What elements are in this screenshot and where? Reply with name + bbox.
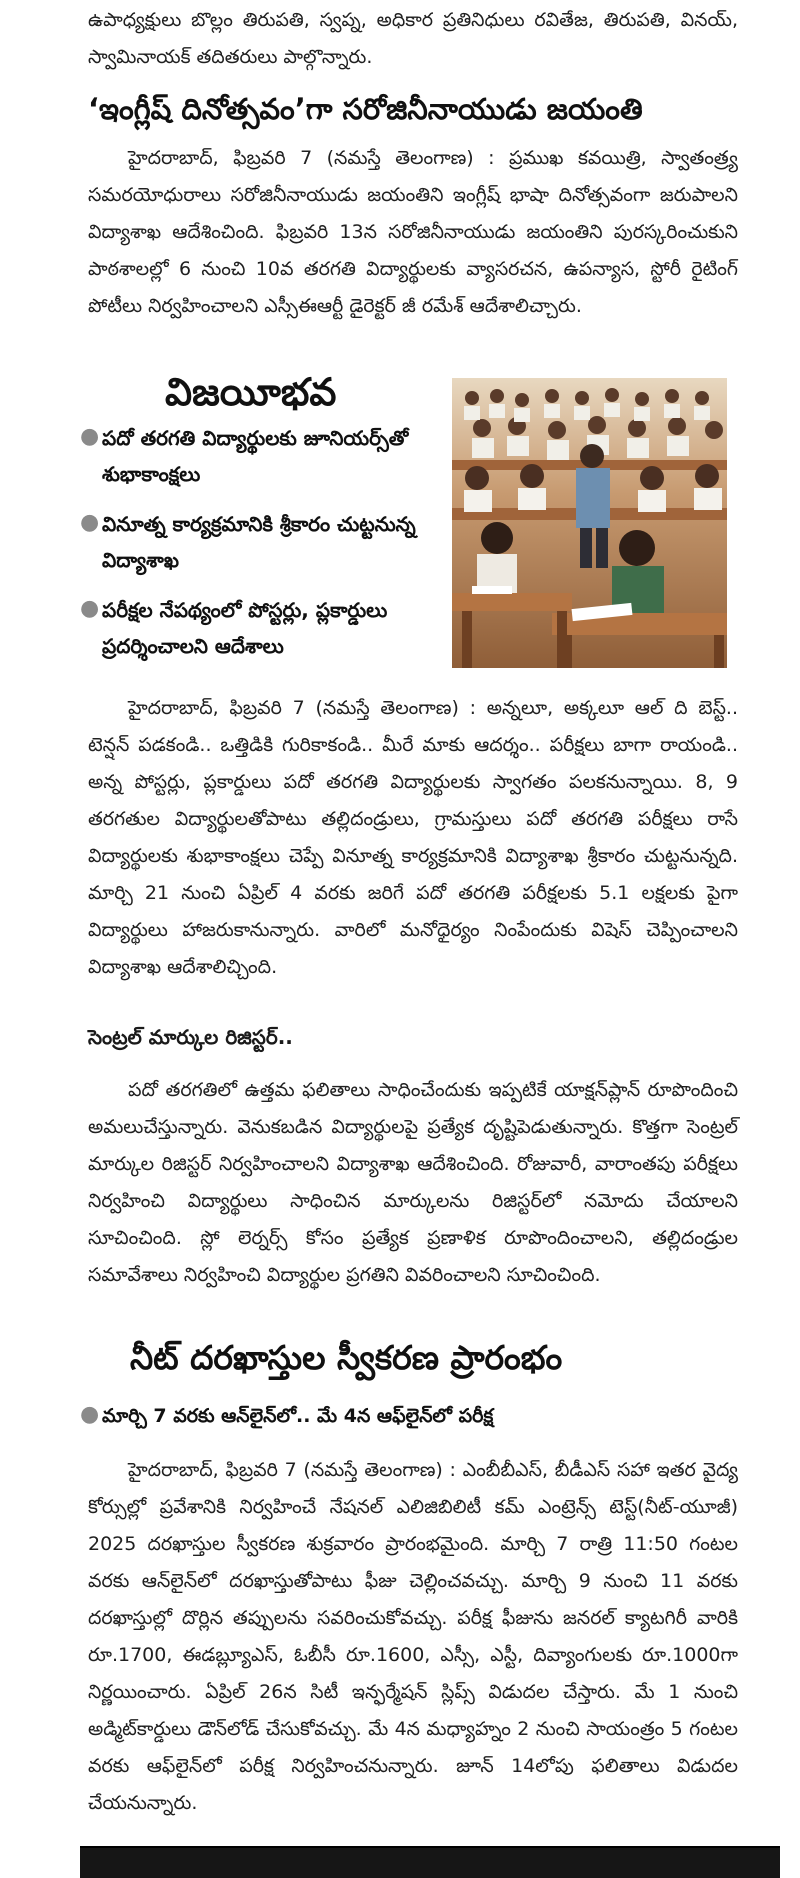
list-item <box>80 592 460 664</box>
list-item <box>80 420 460 492</box>
bullet-text: వినూత్న కార్యక్రమానికి శ్రీకారం చుట్టనున్న విద్యాశాఖ <box>102 512 416 572</box>
english-day-headline: ‘ఇంగ్లీష్ దినోత్సవం’గా సరోజినీనాయుడు జయంతి <box>88 92 643 126</box>
vijayibhava-headline: విజయీభవ <box>165 370 337 414</box>
neet-headline: నీట్ దరఖాస్తుల స్వీకరణ ప్రారంభం <box>130 1338 563 1377</box>
english-day-body: హైదరాబాద్, ఫిబ్రవరి 7 (నమస్తే తెలంగాణ) : ప్రముఖ కవయిత్రి, స్వాతంత్ర్య సమరయోధురాలు సరోజినీనాయుడు జయంతిని ఇంగ్లీష్ భాషా దినోత్సవంగా జరుపాలని విద్యాశాఖ ఆదేశించింది. ఫిబ్రవరి 13న సరోజినీనాయుడు జయంతిని పురస్కరించుకుని పాఠశాలల్లో 6 నుంచి 10వ తరగతి విద్యార్థులకు వ్యాసరచన, ఉపన్యాస, స్టోరీ రైటింగ్ పోటీలు నిర్వహించాలని ఎస్సీఈఆర్టీ డైరెక్టర్ జీ రమేశ్ ఆదేశాలిచ్చారు. <box>88 147 738 317</box>
top-paragraph: ఉపాధ్యక్షులు బొల్లం తిరుపతి, స్వప్న, అధికార ప్రతినిధులు రవితేజ, తిరుపతి, వినయ్, స్వామినాయక్ తదితరులు పాల్గొన్నారు. <box>88 9 738 68</box>
bullet-dot-icon: ● <box>80 1402 100 1427</box>
list-item <box>80 506 460 578</box>
central-register-body: పదో తరగతిలో ఉత్తమ ఫలితాలు సాధించేందుకు ఇప్పటికే యాక్షన్‌ప్లాన్ రూపొందించి అమలుచేస్తున్నారు. వెనుకబడిన విద్యార్థులపై ప్రత్యేక దృష్టిపెడుతున్నారు. కొత్తగా సెంట్రల్ మార్కుల రిజిస్టర్ నిర్వహించాలని విద్యాశాఖ ఆదేశించింది. రోజువారీ, వారాంతపు పరీక్షలు నిర్వహించి విద్యార్థులు సాధించిన మార్కులను రిజిస్టర్‌లో నమోదు చేయాలని సూచించింది. స్లో లెర్నర్స్ కోసం ప్రత్యేక ప్రణాళిక రూపొందించాలని, తల్లిదండ్రుల సమావేశాలు నిర్వహించి విద్యార్థుల ప్రగతిని వివరించాలని సూచించింది. <box>88 1079 738 1286</box>
bullet-dot-icon: ● <box>80 510 100 535</box>
central-register-subhead: సెంట్రల్ మార్కుల రిజిస్టర్.. <box>88 1025 293 1049</box>
neet-body: హైదరాబాద్, ఫిబ్రవరి 7 (నమస్తే తెలంగాణ) : ఎంబీబీఎస్, బీడీఎస్ సహా ఇతర వైద్య కోర్సుల్లో ప్రవేశానికి నిర్వహించే నేషనల్ ఎలిజిబిలిటీ కమ్ ఎంట్రెన్స్ టెస్ట్(నీట్-యూజీ) 2025 దరఖాస్తుల స్వీకరణ శుక్రవారం ప్రారంభమైంది. మార్చి 7 రాత్రి 11:50 గంటల వరకు ఆన్‌లైన్‌లో దరఖాస్తుతోపాటు ఫీజు చెల్లించవచ్చు. మార్చి 9 నుంచి 11 వరకు దరఖాస్తుల్లో దొర్లిన తప్పులను సవరించుకోవచ్చు. పరీక్ష ఫీజును జనరల్ క్యాటగిరీ వారికి రూ.1700, ఈడబ్ల్యూఎస్, ఓబీసీ రూ.1600, ఎస్సీ, ఎస్టీ, దివ్యాంగులకు రూ.1000గా నిర్ణయించారు. ఏప్రిల్ 26న సిటీ ఇన్ఫర్మేషన్ స్లిప్స్ విడుదల చేస్తారు. మే 1 నుంచి అడ్మిట్‌కార్డులు డౌన్‌లోడ్ చేసుకోవచ్చు. మే 4న మధ్యాహ్నం 2 నుంచి సాయంత్రం 5 గంటల వరకు ఆఫ్‌లైన్‌లో పరీక్ష నిర్వహించనున్నారు. జూన్ 14లోపు ఫలితాలు విడుదల చేయనున్నారు. <box>88 1459 738 1814</box>
bullet-dot-icon: ● <box>80 596 100 621</box>
vijayibhava-bullet-list <box>80 420 460 678</box>
bullet-dot-icon: ● <box>80 424 100 449</box>
vijayibhava-body: హైదరాబాద్, ఫిబ్రవరి 7 (నమస్తే తెలంగాణ) : అన్నలూ, అక్కలూ ఆల్ ది బెస్ట్.. టెన్షన్ పడకండి.. ఒత్తిడికి గురికాకండి.. మీరే మాకు ఆదర్శం.. పరీక్షలు బాగా రాయండి.. అన్న పోస్టర్లు, ప్లకార్డులు పదో తరగతి విద్యార్థులకు స్వాగతం పలకనున్నాయి. 8, 9 తరగతుల విద్యార్థులతోపాటు తల్లిదండ్రులు, గ్రామస్తులు పదో తరగతి పరీక్షలు రాసే విద్యార్థులకు శుభాకాంక్షలు చెప్పే వినూత్న కార్యక్రమానికి విద్యాశాఖ శ్రీకారం చుట్టనున్నది. మార్చి 21 నుంచి ఏప్రిల్ 4 వరకు జరిగే పదో తరగతి పరీక్షలకు 5.1 లక్షలకు పైగా విద్యార్థులు హాజరుకానున్నారు. వారిలో మనోధైర్యం నింపేందుకు విషెస్ చెప్పించాలని విద్యాశాఖ ఆదేశాలిచ్చింది. <box>88 697 738 978</box>
neet-bullet <box>80 1398 720 1448</box>
bullet-text: పరీక్షల నేపథ్యంలో పోస్టర్లు, ప్లకార్డులు ప్రదర్శించాలని ఆదేశాలు <box>102 598 388 658</box>
bullet-text: మార్చి 7 వరకు ఆన్‌లైన్‌లో.. మే 4న ఆఫ్‌లైన్‌లో పరీక్ష <box>102 1405 494 1427</box>
exam-hall-photo <box>452 378 727 668</box>
bottom-dark-box <box>80 1848 780 1878</box>
bullet-text: పదో తరగతి విద్యార్థులకు జూనియర్స్‌తో శుభాకాంక్షలు <box>102 426 409 486</box>
list-item <box>80 1398 720 1434</box>
